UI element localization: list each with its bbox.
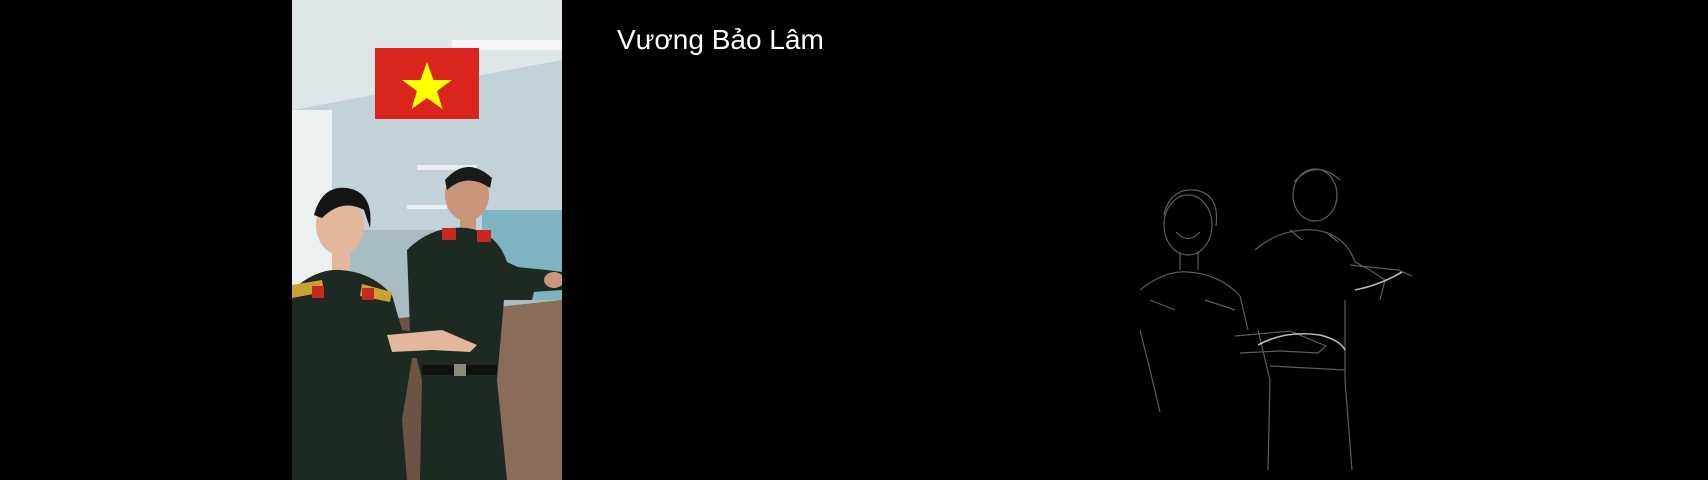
edge-outline-image bbox=[1140, 0, 1420, 480]
caption-title: Vương Bảo Lâm bbox=[617, 24, 824, 55]
video-panel-edge-detect bbox=[1140, 0, 1420, 480]
vietnam-flag-icon bbox=[375, 48, 479, 119]
